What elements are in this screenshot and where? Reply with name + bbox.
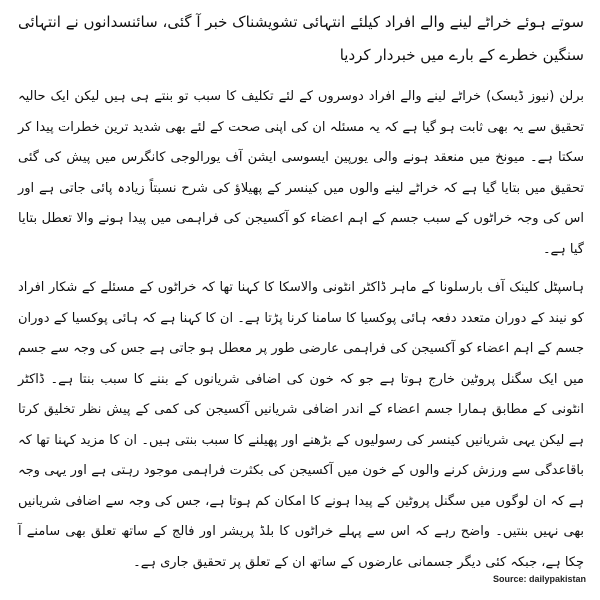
- source-credit: Source: dailypakistan: [492, 574, 586, 584]
- article-paragraph: برلن (نیوز ڈیسک) خراٹے لینے والے افراد دوسروں کے لئے تکلیف کا سبب تو بنتے ہی ہیں لیکن ایک حالیہ تحقیق سے یہ بھی ثابت ہو گیا ہے کہ یہ مسئلہ ان کی اپنی صحت کے لئے بھی شدید ترین خطرات پیدا کر سکتا ہے۔ میونخ میں منعقد ہونے والی یورپین ایسوسی ایشن آف یورالوجی کانگرس میں پیش کی گئی تحقیق میں بتایا گیا ہے کہ خراٹے لینے والوں میں کینسر کے پھیلاؤ کی شرح نسبتاً زیادہ پائی جاتی ہے اور اس کی وجہ خراٹوں کے سبب جسم کے اہم اعضاء کو آکسیجن کی فراہمی میں پیدا ہونے والا تعطل بتایا گیا ہے۔: [18, 89, 584, 257]
- article: [18, 6, 584, 586]
- article-headline: سوتے ہوئے خراٹے لینے والے افراد کیلئے انتہائی تشویشناک خبر آ گئی، سائنسدانوں نے انتہائی سنگین خطرے کے بارے میں خبردار کردیا: [18, 13, 584, 64]
- article-paragraph: ہاسپٹل کلینک آف بارسلونا کے ماہر ڈاکٹر انٹونی والاسکا کا کہنا تھا کہ خراٹوں کے مسئلے کے شکار افراد کو نیند کے دوران متعدد دفعہ ہائی پوکسیا کا سامنا کرنا پڑتا ہے۔ ان کا کہنا ہے کہ ہائی پوکسیا کے دوران جسم کے اہم اعضاء کو آکسیجن کی فراہمی عارضی طور پر معطل ہو جاتی ہے جس کی وجہ سے جسم میں ایک سگنل پروٹین خارج ہوتا ہے جو کہ خون کی اضافی شریانوں کے بننے کا سبب بنتا ہے۔ ڈاکٹر انٹونی کے مطابق ہمارا جسم اعضاء کے اندر اضافی شریانیں آکسیجن کی کمی کے پیش نظر تخلیق کرتا ہے لیکن یہی شریانیں کینسر کی رسولیوں کے بڑھنے اور پھیلنے کا سبب بنتی ہیں۔ ان کا مزید کہنا تھا کہ باقاعدگی سے ورزش کرنے والوں کے خون میں آکسیجن کی بکثرت فراہمی موجود رہتی ہے اور یہی وجہ ہے کہ ان لوگوں میں سگنل پروٹین کے پیدا ہونے کا امکان کم ہوتا ہے، جس کی وجہ سے اضافی شریانیں بھی نہیں بنتیں۔ واضح رہے کہ اس سے پہلے خراٹوں کا بلڈ پریشر اور فالج کے ساتھ تعلق بھی سامنے آ چکا ہے، جبکہ کئی دیگر جسمانی عارضوں کے ساتھ ان کے تعلق پر تحقیق جاری ہے۔: [18, 280, 584, 570]
